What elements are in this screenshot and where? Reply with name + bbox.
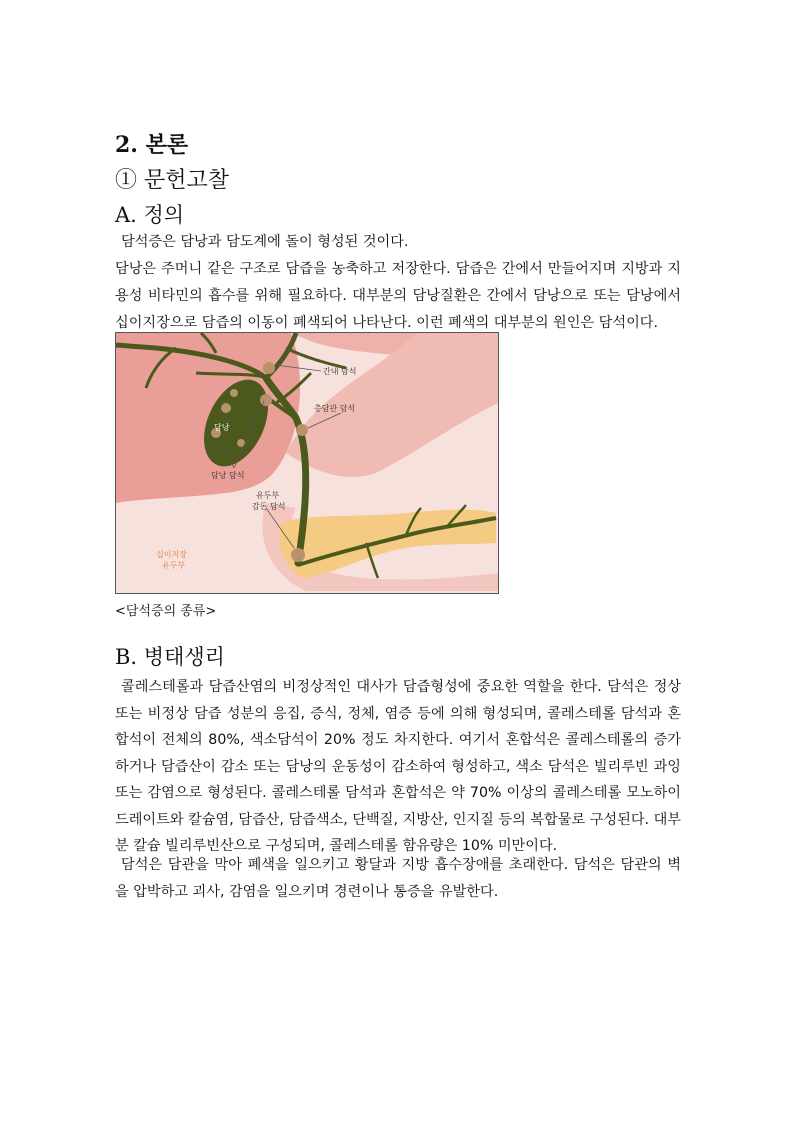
pathophysiology-paragraph-1: 콜레스테롤과 담즙산염의 비정상적인 대사가 담즙형성에 중요한 역할을 한다. 담석은 정상 또는 비정상 담즙 성분의 응집, 증식, 정체, 염증 등에 의해 형성되며, 콜레스테롤 담석과 혼합석이 전체의 80%, 색소담석이 20% 정도 차지한다. 여기서 혼합석은 콜레스테롤의 증가하거나 담즙산이 감소 또는 담낭의 운동성이 감소하여 형성하고, 색소 담석은 빌리루빈 과잉 또는 감염으로 형성된다. 콜레스테롤 담석과 혼합석은 약 70% 이상의 콜레스테롤 모노하이드레이트와 칼슘염, 담즙산, 담즙색소, 단백질, 지방산, 인지질 등의 복합물로 구성된다. 대부분 칼슘 빌리루빈산으로 구성되며, 콜레스테롤 함유량은 10% 미만이다. bbox=[115, 679, 681, 854]
label-ampulla-2: 감돈 담석 bbox=[252, 502, 286, 511]
common-duct-stone bbox=[296, 424, 308, 436]
definition-heading: A. 정의 bbox=[115, 203, 185, 227]
cystic-stone bbox=[260, 394, 272, 406]
pathophysiology-heading: B. 병태생리 bbox=[115, 645, 225, 669]
gallbladder-stone-4 bbox=[230, 389, 238, 397]
gallbladder-stone-1 bbox=[221, 403, 231, 413]
ampulla-stone bbox=[291, 548, 305, 562]
subsection-heading: ① 문헌고찰 bbox=[115, 168, 230, 193]
pathophysiology-paragraph-2: 담석은 담관을 막아 폐색을 일으키고 황달과 지방 흡수장애를 초래한다. 담석은 담관의 벽을 압박하고 괴사, 감염을 일으키며 경련이나 통증을 유발한다. bbox=[115, 857, 681, 900]
label-duodenum-1: 십이지장 bbox=[156, 550, 187, 559]
figure-caption: <담석증의 종류> bbox=[115, 604, 217, 619]
definition-body: 담낭은 주머니 같은 구조로 담즙을 농축하고 저장한다. 담즙은 간에서 만들어지며 지방과 지용성 비타민의 흡수를 위해 필요하다. 대부분의 담낭질환은 간에서 담낭으로 또는 담낭에서 십이지장으로 담즙의 이동이 폐색되어 나타난다. 이런 폐색의 대부분의 원인은 담석이다. bbox=[115, 261, 681, 331]
gallstone-illustration bbox=[116, 333, 498, 593]
gallstone-types-figure bbox=[115, 332, 499, 594]
label-gallbladder: 담낭 bbox=[214, 423, 230, 432]
definition-intro: 담석증은 담낭과 담도계에 돌이 형성된 것이다. bbox=[121, 234, 409, 250]
section-heading: 2. 본론 bbox=[115, 132, 189, 158]
label-common-duct: 총담관 담석 bbox=[314, 404, 356, 413]
intrahepatic-stone bbox=[263, 362, 275, 374]
label-duodenum-2: 유두부 bbox=[162, 561, 186, 570]
label-gallbladder-stone: 담낭 담석 bbox=[211, 471, 245, 480]
label-ampulla-1: 유두부 bbox=[256, 491, 280, 500]
label-intrahepatic: 간내 담석 bbox=[323, 367, 357, 376]
